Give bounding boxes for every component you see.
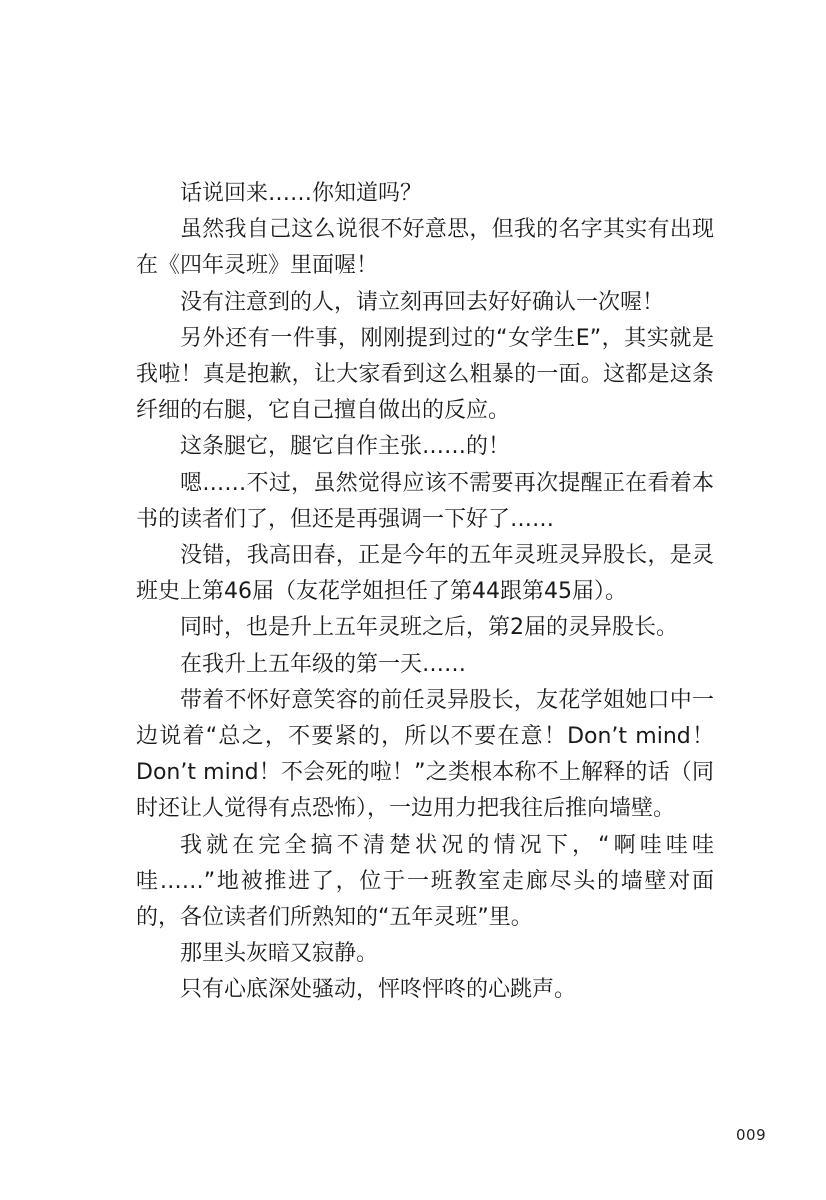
paragraph: 带着不怀好意笑容的前任灵异股长，友花学姐她口中一边说着“总之，不要紧的，所以不要在意！Don’t mind！Don’t mind！不会死的啦！”之类根本称不上解释的话（同时还让人觉得有点恐怖），一边用力把我往后推向墙壁。: [136, 687, 714, 822]
page-number: 009: [736, 1126, 767, 1144]
paragraph: 同时，也是升上五年灵班之后，第2届的灵异股长。: [180, 615, 678, 641]
paragraph: 在我升上五年级的第一天……: [180, 651, 467, 677]
paragraph: 没有注意到的人，请立刻再回去好好确认一次喔！: [180, 289, 665, 315]
body-text: [136, 176, 714, 1009]
paragraph: 嗯……不过，虽然觉得应该不需要再次提醒正在看着本书的读者们了，但还是再强调一下好了……: [136, 470, 714, 532]
paragraph: 只有心底深处骚动，怦咚怦咚的心跳声。: [180, 977, 577, 1003]
paragraph: 另外还有一件事，刚刚提到过的“女学生E”，其实就是我啦！真是抱歉，让大家看到这么粗暴的一面。这都是这条纤细的右腿，它自己擅自做出的反应。: [136, 325, 714, 424]
paragraph: 话说回来……你知道吗？: [180, 181, 423, 206]
paragraph: 虽然我自己这么说很不好意思，但我的名字其实有出现在《四年灵班》里面喔！: [136, 217, 714, 279]
paragraph: 没错，我高田春，正是今年的五年灵班灵异股长，是灵班史上第46届（友花学姐担任了第44跟第45届）。: [136, 543, 714, 605]
paragraph: 我就在完全搞不清楚状况的情况下，“啊哇哇哇哇……”地被推进了，位于一班教室走廊尽头的墙壁对面的，各位读者们所熟知的“五年灵班”里。: [136, 832, 714, 931]
paragraph: 那里头灰暗又寂静。: [180, 941, 379, 967]
paragraph: 这条腿它，腿它自作主张……的！: [180, 434, 511, 460]
